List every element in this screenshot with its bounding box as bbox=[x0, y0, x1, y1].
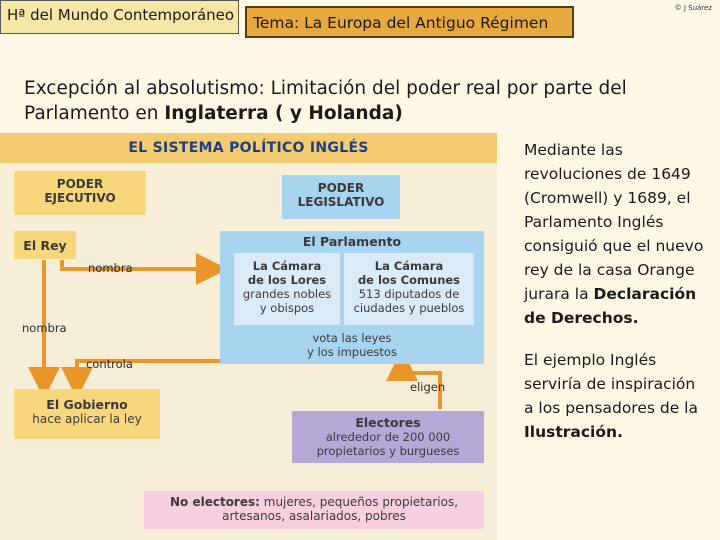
no-electores-text2: artesanos, asalariados, pobres bbox=[222, 509, 406, 523]
p2-text: El ejemplo Inglés serviría de inspiración a los pensadores de la bbox=[524, 351, 698, 417]
comunes-l2: de los Comunes bbox=[357, 273, 461, 287]
explanation-p1 bbox=[524, 138, 704, 330]
el-rey-box bbox=[14, 231, 76, 259]
gobierno-l1: El Gobierno bbox=[46, 397, 128, 412]
vota-l1: vota las leyes bbox=[312, 331, 392, 345]
lores-l1: La Cámara bbox=[252, 259, 322, 273]
electores-l3: propietarios y burgueses bbox=[316, 444, 460, 458]
el-rey-label: El Rey bbox=[23, 238, 67, 253]
explanation-text bbox=[524, 138, 704, 462]
el-parlamento-box bbox=[220, 231, 484, 364]
no-electores-text1: mujeres, pequeños propietarios, bbox=[259, 495, 459, 509]
camara-lores-box bbox=[234, 253, 340, 325]
eligen-label: eligen bbox=[410, 380, 446, 394]
vota-text bbox=[220, 331, 484, 359]
diagram-title: EL SISTEMA POLÍTICO INGLÉS bbox=[0, 133, 497, 163]
comunes-l4: ciudades y pueblos bbox=[353, 301, 465, 315]
poder-legislativo-box bbox=[282, 175, 400, 219]
slide-subtitle bbox=[24, 76, 704, 126]
gobierno-l2: hace aplicar la ley bbox=[32, 412, 142, 426]
controla-label: controla bbox=[86, 357, 133, 371]
electores-l2: alrededor de 200 000 bbox=[325, 430, 451, 444]
political-system-diagram bbox=[0, 133, 497, 540]
no-electores-box bbox=[144, 491, 484, 529]
camara-comunes-box bbox=[344, 253, 474, 325]
comunes-l3: 513 diputados de bbox=[358, 287, 460, 301]
topic-title: Tema: La Europa del Antiguo Régimen bbox=[245, 6, 574, 38]
lores-l2: de los Lores bbox=[247, 273, 327, 287]
lores-l4: y obispos bbox=[259, 301, 315, 315]
arrow-nombra-1 bbox=[62, 260, 212, 269]
course-title: Hª del Mundo Contemporáneo bbox=[0, 0, 239, 34]
electores-box bbox=[292, 411, 484, 463]
poder-ejecutivo-box bbox=[14, 171, 146, 215]
subtitle-text: Excepción al absolutismo: Limitación del poder real por parte del Parlamento en bbox=[24, 78, 627, 124]
nombra-label-2: nombra bbox=[22, 321, 67, 335]
lores-l3: grandes nobles bbox=[242, 287, 332, 301]
no-electores-label: No electores: bbox=[169, 495, 260, 509]
subtitle-emphasis: Inglaterra ( y Holanda) bbox=[164, 103, 403, 124]
p1-emphasis: Declaración de Derechos. bbox=[524, 285, 697, 327]
p2-emphasis: Ilustración. bbox=[524, 423, 623, 441]
vota-l2: y los impuestos bbox=[307, 345, 397, 359]
no-electores-l1 bbox=[144, 495, 484, 509]
nombra-label-1: nombra bbox=[88, 261, 133, 275]
poder-legislativo-l1: PODER bbox=[317, 181, 365, 195]
poder-ejecutivo-l2: EJECUTIVO bbox=[44, 191, 116, 205]
electores-l1: Electores bbox=[355, 415, 421, 430]
poder-legislativo-l2: LEGISLATIVO bbox=[297, 195, 385, 209]
poder-ejecutivo-l1: PODER bbox=[56, 177, 104, 191]
el-gobierno-box bbox=[14, 389, 160, 439]
copyright: © J Suárez bbox=[674, 4, 712, 12]
explanation-p2 bbox=[524, 348, 704, 444]
p1-text: Mediante las revoluciones de 1649 (Cromwell) y 1689, el Parlamento Inglés consiguió que el nuevo rey de la casa Orange jurara la bbox=[524, 141, 704, 303]
el-parlamento-label: El Parlamento bbox=[302, 234, 402, 249]
comunes-l1: La Cámara bbox=[374, 259, 444, 273]
